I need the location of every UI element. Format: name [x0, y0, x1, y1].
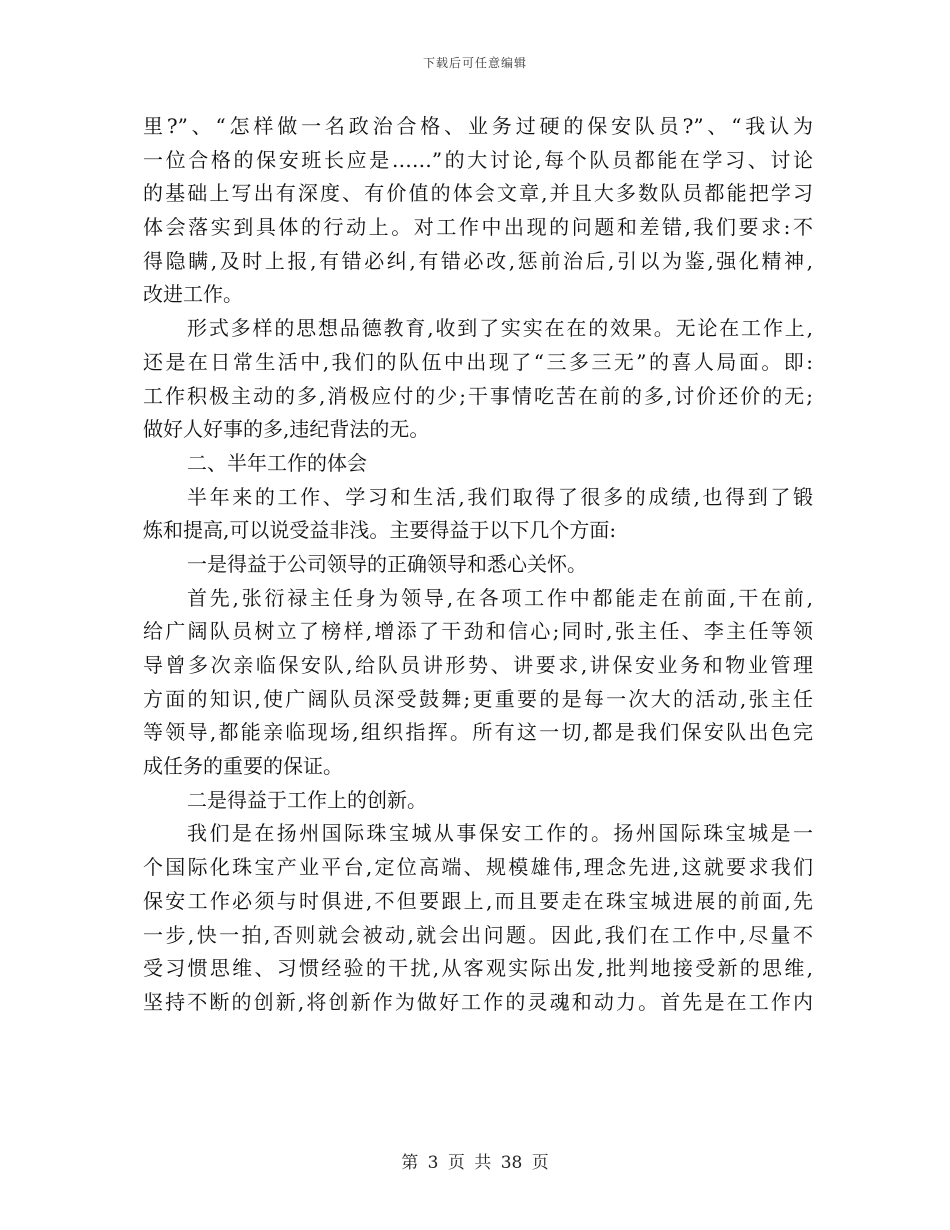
text-line: 成任务的重要的保证。 — [143, 754, 343, 779]
text-line: 还是在日常生活中,我们的队伍中出现了“三多三无”的喜人局面。即: — [143, 349, 813, 374]
page-footer: 第 3 页 共 38 页 — [401, 1153, 549, 1173]
text-line: 做好人好事的多,违纪背法的无。 — [143, 417, 430, 442]
text-line: 改进工作。 — [143, 282, 243, 307]
text-line: 工作积极主动的多,消极应付的少;干事情吃苦在前的多,讨价还价的无; — [143, 383, 813, 408]
text-line: 二、半年工作的体会 — [187, 450, 367, 475]
document-body — [143, 110, 813, 1020]
text-line: 我们是在扬州国际珠宝城从事保安工作的。扬州国际珠宝城是一 — [187, 821, 813, 846]
text-line: 二是得益于工作上的创新。 — [187, 787, 427, 812]
text-line: 炼和提高,可以说受益非浅。主要得益于以下几个方面: — [143, 518, 617, 543]
text-line: 体会落实到具体的行动上。对工作中出现的问题和差错,我们要求:不 — [143, 215, 813, 240]
text-line: 等领导,都能亲临现场,组织指挥。所有这一切,都是我们保安队出色完 — [143, 720, 813, 745]
text-line: 导曾多次亲临保安队,给队员讲形势、讲要求,讲保安业务和物业管理 — [143, 653, 813, 677]
text-line: 坚持不断的创新,将创新作为做好工作的灵魂和动力。首先是在工作内 — [143, 989, 813, 1014]
text-line: 里?”、“怎样做一名政治合格、业务过硬的保安队员?”、“我认为 — [143, 114, 813, 138]
text-line: 方面的知识,使广阔队员深受鼓舞;更重要的是每一次大的活动,张主任 — [143, 686, 813, 711]
text-line: 一是得益于公司领导的正确领导和悉心关怀。 — [187, 551, 587, 576]
text-line: 受习惯思维、习惯经验的干扰,从客观实际出发,批判地接受新的思维, — [143, 956, 813, 981]
text-line: 一位合格的保安班长应是……”的大讨论,每个队员都能在学习、讨论 — [143, 147, 813, 172]
text-line: 的基础上写出有深度、有价值的体会文章,并且大多数队员都能把学习 — [143, 181, 813, 206]
page-header: 下载后可任意编辑 — [422, 56, 527, 70]
text-line: 给广阔队员树立了榜样,增添了干劲和信心;同时,张主任、李主任等领 — [143, 619, 813, 644]
text-line: 首先,张衍禄主任身为领导,在各项工作中都能走在前面,干在前, — [187, 585, 813, 610]
text-line: 保安工作必须与时俱进,不但要跟上,而且要走在珠宝城进展的前面,先 — [143, 888, 813, 913]
text-line: 半年来的工作、学习和生活,我们取得了很多的成绩,也得到了锻 — [187, 484, 813, 509]
text-line: 形式多样的思想品德教育,收到了实实在在的效果。无论在工作上, — [187, 316, 813, 341]
text-line: 个国际化珠宝产业平台,定位高端、规模雄伟,理念先进,这就要求我们 — [143, 855, 813, 880]
text-line: 得隐瞒,及时上报,有错必纠,有错必改,惩前治后,引以为鉴,强化精神, — [143, 248, 813, 273]
text-line: 一步,快一拍,否则就会被动,就会出问题。因此,我们在工作中,尽量不 — [143, 922, 813, 947]
